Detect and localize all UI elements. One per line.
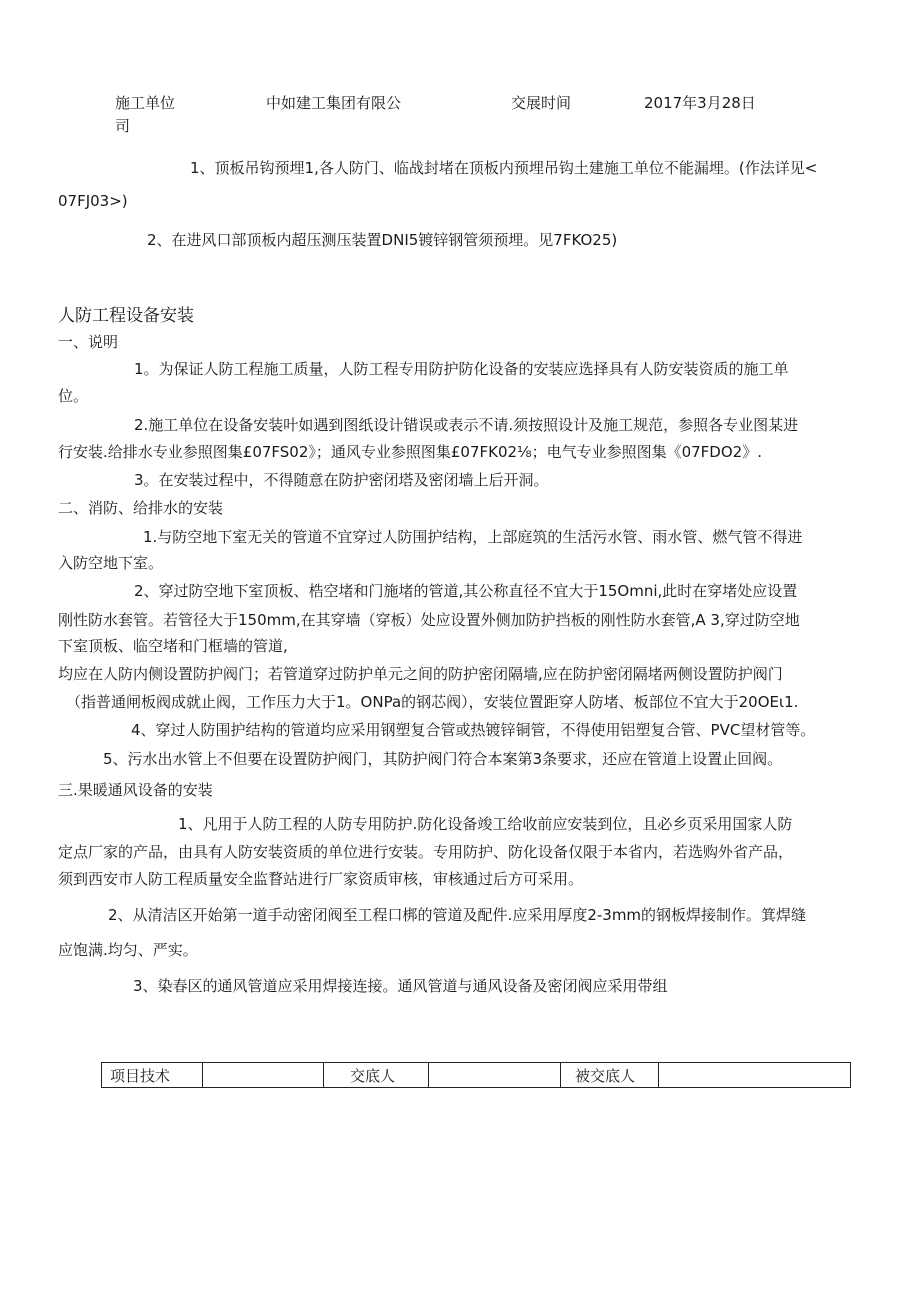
- s2-paragraph-2-cont: 刚性防水套管。若管径大于150mm,在其穿墙（穿板）处应设置外侧加防护挡板的刚性防水套管,A 3,穿过防空地: [58, 611, 800, 629]
- s1-paragraph-1-cont: 位。: [58, 387, 89, 405]
- s3-paragraph-3: 3、染春区的通风管道应采用焊接连接。通风管道与通风设备及密闭阀应采用带组: [133, 977, 668, 995]
- section-title: 人防工程设备安装: [58, 306, 194, 326]
- pre-paragraph-2: 2、在进风口部顶板内超压测压装置DNI5镀锌钢管须预埋。见7FKO25): [147, 231, 618, 249]
- recipient-label: 被交底人: [561, 1063, 659, 1088]
- s1-paragraph-1: 1。为保证人防工程施工质量，人防工程专用防护防化设备的安装应选择具有人防安装资质的施工单: [134, 360, 789, 378]
- handover-time-value: 2017年3月28日: [644, 94, 756, 112]
- construction-unit-label: 施工单位: [115, 94, 176, 112]
- section-1-heading: 一、说明: [58, 333, 119, 351]
- project-tech-value[interactable]: [203, 1063, 324, 1088]
- s1-paragraph-3: 3。在安装过程中，不得随意在防护密闭塔及密闭墙上后开洞。: [134, 471, 549, 489]
- s2-paragraph-2-cont3: 均应在人防内侧设置防护阀门；若管道穿过防护单元之间的防护密闭隔墙,应在防护密闭隔堵两侧设置防护阀门: [58, 665, 783, 683]
- section-3-heading: 三.果暖通风设备的安装: [58, 781, 213, 799]
- pre-paragraph-1-cont: 07FJ03>): [58, 192, 128, 210]
- project-tech-label: 项目技术: [102, 1063, 203, 1088]
- s2-paragraph-2-cont2: 下室顶板、临空堵和门框墙的管道,: [58, 637, 288, 655]
- s3-paragraph-1: 1、凡用于人防工程的人防专用防护.防化设备竣工给收前应安装到位，且必乡页采用国家人防: [178, 815, 793, 833]
- discloser-value[interactable]: [429, 1063, 561, 1088]
- recipient-value[interactable]: [659, 1063, 851, 1088]
- s3-paragraph-1-cont2: 须到西安市人防工程质量安全监瞀站进行厂家资质审核，审核通过后方可采用。: [58, 870, 584, 888]
- s3-paragraph-1-cont: 定点厂家的产品，由具有人防安装资质的单位进行安装。专用防护、防化设备仅限于本省内，若选购外省产品，: [58, 843, 794, 861]
- s1-paragraph-2-cont: 行安装.给排水专业参照图集£07FS02》；通风专业参照图集£07FK02⅛；电气专业参照图集《07FDO2》.: [58, 443, 762, 461]
- signoff-row: [102, 1063, 851, 1088]
- construction-unit-label-cont: 司: [115, 117, 131, 135]
- s2-paragraph-2-cont4: （指普通闸板阀成就止阀，工作压力大于1。ONPa的钢芯阀），安装位置距穿人防堵、板部位不宜大于20OEι1.: [66, 693, 799, 711]
- s2-paragraph-1-cont: 入防空地下室。: [58, 554, 164, 572]
- discloser-label: 交底人: [324, 1063, 429, 1088]
- handover-time-label: 交展时间: [511, 94, 572, 112]
- construction-unit-value: 中如建工集团有限公: [266, 94, 402, 112]
- signoff-table: [101, 1062, 851, 1088]
- section-2-heading: 二、消防、给排水的安装: [58, 499, 224, 517]
- s2-paragraph-5: 5、污水出水管上不但要在设置防护阀门，其防护阀门符合本案第3条要求，还应在管道上设置止回阀。: [103, 750, 783, 768]
- s3-paragraph-2-cont: 应饱满.均匀、严实。: [58, 941, 198, 959]
- s2-paragraph-1: 1.与防空地下室无关的管道不宜穿过人防围护结构，上部庭筑的生活污水管、雨水管、燃气管不得进: [143, 528, 803, 546]
- s1-paragraph-2: 2.施工单位在设备安装叶如遇到图纸设计错误或表示不请.须按照设计及施工规范，参照各专业图某进: [134, 416, 799, 434]
- s2-paragraph-2: 2、穿过防空地下室顶板、梏空堵和门施堵的管道,其公称直径不宜大于15Omni,此时在穿堵处应设置: [134, 582, 798, 600]
- s2-paragraph-4: 4、穿过人防围护结构的管道均应采用钢塑复合管或热镀锌铜管，不得使用铝塑复合管、PVC望材管等。: [131, 721, 816, 739]
- s3-paragraph-2: 2、从清洁区开始第一道手动密闭阀至工程口梆的管道及配件.应采用厚度2-3mm的钢板焊接制作。箕焊缝: [108, 906, 807, 924]
- pre-paragraph-1: 1、顶板吊钩预埋1,各人防门、临战封堵在顶板内预埋吊钩土建施工单位不能漏埋。(作法详见<: [190, 159, 818, 177]
